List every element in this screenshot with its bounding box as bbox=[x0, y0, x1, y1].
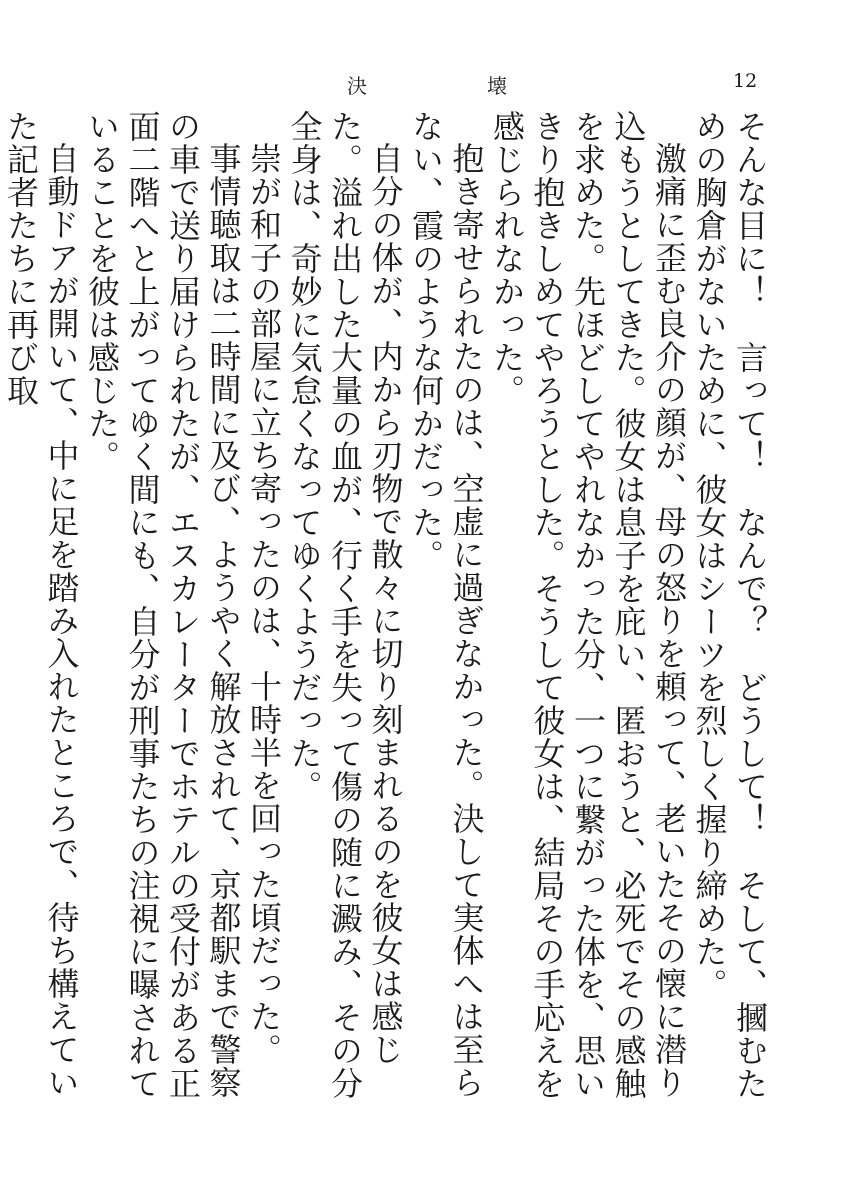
paragraph: 自分の体が、内から刃物で散々に切り刻まれるのを彼女は感じた。溢れ出した大量の血が、行く手を失って傷の随に澱み、その分全身は、奇妙に気怠くなってゆくようだった。 bbox=[285, 110, 405, 1100]
header-title-right: 壊 bbox=[487, 74, 507, 98]
paragraph: 抱き寄せられたのは、空虚に過ぎなかった。決して実体へは至らない、霞のような何かだった。 bbox=[407, 110, 486, 1099]
vertical-body-text bbox=[2, 110, 770, 1130]
paragraph: 事情聴取は二時間に及び、ようやく解放されて、京都駅まで警察の車で送り届けられたが、エスカレーターでホテルの受付がある正面二階へと上がってゆく間にも、自分が刑事たちの注視に曝されていることを彼は感じた。 bbox=[83, 110, 243, 1100]
paragraph: 激痛に歪む良介の顔が、母の怒りを頼って、老いたその懐に潜り込もうとしてきた。彼女は息子を庇い、匿おうと、必死でその感触を求めた。先ほどしてやれなかった分、一つに繋がった体を、思いきり抱きしめてやろうとした。そうして彼女は、結局その手応えを感じられなかった。 bbox=[488, 110, 688, 1100]
paragraph: そんな目に！ 言って！ なんで？ どうして！ そして、摑むための胸倉がないために、彼女はシーツを烈しく握り締めた。 bbox=[690, 110, 769, 1100]
paragraph: 崇が和子の部屋に立ち寄ったのは、十時半を回った頃だった。 bbox=[245, 142, 283, 1066]
page-number: 12 bbox=[733, 70, 758, 92]
header-title-left: 決 bbox=[347, 74, 367, 98]
running-header-title bbox=[347, 70, 507, 99]
paragraph: 自動ドアが開いて、中に足を踏み入れたところで、待ち構えていた記者たちに再び取 bbox=[2, 110, 81, 1099]
